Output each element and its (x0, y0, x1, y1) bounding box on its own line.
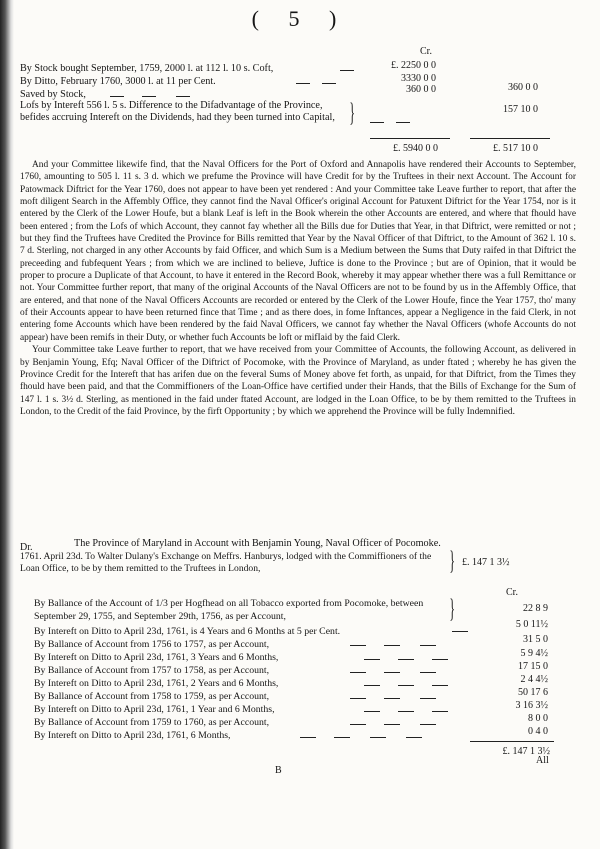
leader (350, 698, 366, 699)
account-entry: 1761. April 23d. To Walter Dulany's Exchange on Meffrs. Hanburys, lodged with the Commiffioners of the Loan Office, to be by them remitted to the Truftees in London, (20, 551, 432, 574)
total-col1: £. 5940 0 0 (393, 143, 438, 154)
leader (384, 698, 400, 699)
page-number: ( 5 ) (251, 6, 349, 31)
brace: } (449, 546, 456, 575)
ballance-row-5: By Ballance of Account from 1759 to 1760, as per Account, (34, 717, 270, 728)
loss-by-interest: Lofs by Intereft 556 l. 5 s. Difference to the Difadvantage of the Province, befides accruing Intereft on the Dividends, had they been turned into Capital, (20, 100, 335, 123)
ballance-row-2-amount: 31 5 0 (523, 634, 548, 645)
interest-row-2: By Intereft on Ditto to April 23d, 1761, 3 Years and 6 Months, (34, 652, 279, 663)
total-rule-1 (370, 138, 450, 139)
cr-label: Cr. (506, 587, 518, 598)
leader (350, 724, 366, 725)
leader (296, 83, 310, 84)
brace: } (449, 594, 456, 623)
brace: } (349, 98, 356, 127)
leader (406, 737, 422, 738)
leader (322, 83, 336, 84)
saved-amount-col2: 360 0 0 (508, 82, 538, 93)
interest-row-1: By Intereft on Ditto to April 23d, 1761, is 4 Years and 6 Months at 5 per Cent. (34, 626, 341, 637)
interest-row-5: By Intereft on Ditto to April 23d, 1761, 6 Months, (34, 730, 231, 741)
leader (398, 711, 414, 712)
stock-entry-1: By Stock bought September, 1759, 2000 l. at 112 l. 10 s. Coft, (20, 63, 274, 74)
leader (334, 737, 350, 738)
leader (398, 685, 414, 686)
ballance-row-3: By Ballance of Account from 1757 to 1758, as per Account, (34, 665, 270, 676)
total-col2: £. 517 10 0 (493, 143, 538, 154)
stock-entry-1-amount: £. 2250 0 0 (391, 60, 436, 71)
ballance-row-1-amount: 22 8 9 (523, 603, 548, 614)
account-total: £. 147 1 3½ (502, 746, 550, 757)
report-text (20, 159, 576, 418)
leader (384, 672, 400, 673)
interest-row-2-amount: 5 9 4½ (520, 648, 548, 659)
leader (370, 122, 384, 123)
leader (420, 645, 436, 646)
leader (420, 698, 436, 699)
leader (398, 659, 414, 660)
leader (420, 672, 436, 673)
ballance-row-3-amount: 17 15 0 (518, 661, 548, 672)
account-entry-amount: £. 147 1 3½ (462, 557, 510, 568)
leader (364, 659, 380, 660)
leader (452, 631, 468, 632)
interest-row-3-amount: 2 4 4½ (520, 674, 548, 685)
paragraph-naval-officers: And your Committee likewife find, that the Naval Officers for the Port of Oxford and Annapolis have rendered their Accounts to September, 1760, amounting to 505 l. 11 s. 3 d. which we prefume the Province will have Credit for by the Truftees in their next Account. The Account for Patowmack Diftrict for the Year 1760, does not appear to have been yet rendered : And your Committee take Leave further to report, that after the moft diligent Search in the Affembly Office, they cannot find the Naval Officer's original Account for Patuxent Diftrict for the Year 1754, nor is it entered by the Clerk of the Lower Houfe, but a blank Leaf is left in the Book wherein the other Accounts are entered, and where that fhould have been entered ; from the Lofs of which Account, they cannot fay whether all the Bills due for Duties that Year, in that Diftrict, were remitted or not ; but they find the Truftees have Credited the Province for Bills remitted that Year by the Naval Officer of that Diftrict, to the Amount of 362 l. 10 s. 7 d. Sterling, not charged in any other Accounts by faid Officer, and which Sum is a Medium between the Sums that Duty raifed in that Diftrict the preceeding and fubfequent Years ; from which we are inclined to believe, Juftice is done to the Province ; but are of Opinion, that it would be proper to procure a Duplicate of that Account, to have it entered in the Record Book, whereby it may appear whether there was a full Remittance or not. Your Committee further report, that many of the original Accounts of the Naval Officers are not to be found by us in the Affembly Office, that are entered, and that none of the Naval Officers Accounts are recorded or entered by the Clerk of the Lower Houfe, fince the Year 1757, tho' many of their Accounts appear to have been returned fince that Time ; and as there does, in fome Inftances, appear a Negligence in the faid Clerk, in not entering fome Accounts which have been rendered by the faid Naval Officers, we cannot fay whether the Naval Officers (whofe Accounts do not appear) have been remifs in their Duty, or whether fuch Accounts be loft or mifIaid by the faid Clerk. (20, 160, 576, 343)
leader (350, 645, 366, 646)
leader (350, 672, 366, 673)
leader (384, 724, 400, 725)
account-total-rule (470, 741, 554, 742)
interest-row-4-amount: 3 16 3½ (515, 700, 548, 711)
cr-header: Cr. (420, 46, 432, 57)
ballance-row-4: By Ballance of Account from 1758 to 1759, as per Account, (34, 691, 270, 702)
leader (176, 96, 190, 97)
leader (340, 70, 354, 71)
account-heading: The Province of Maryland in Account with Benjamin Young, Naval Officer of Pocomoke. (74, 538, 441, 549)
catchword: All (536, 755, 549, 766)
loss-amount: 157 10 0 (503, 104, 538, 115)
saved-by-stock: Saved by Stock, (20, 89, 86, 100)
ballance-row-5-amount: 8 0 0 (528, 713, 548, 724)
leader (396, 122, 410, 123)
leader (370, 737, 386, 738)
leader (364, 685, 380, 686)
stock-entry-2-amount: 3330 0 0 (401, 73, 436, 84)
leader (110, 96, 124, 97)
stock-entry-2: By Ditto, February 1760, 3000 l. at 11 per Cent. (20, 76, 216, 87)
leader (300, 737, 316, 738)
dr-label: Dr. (20, 542, 33, 553)
leader (364, 711, 380, 712)
interest-row-5-amount: 0 4 0 (528, 726, 548, 737)
signature-mark: B (275, 765, 282, 776)
leader (420, 724, 436, 725)
leader (142, 96, 156, 97)
leader (384, 645, 400, 646)
paragraph-pocomoke-account: Your Committee take Leave further to report, that we have received from your Committee of Accounts, the following Account, as delivered in by Benjamin Young, Efq; Naval Officer of the Diftrict of Pocomoke, with the Province of Maryland, as under ftated ; whereby he has given the Province Credit for the Intereft that has arifen due on the feveral Sums of Money above fet forth, as unpaid, for that Diftrict, from the Times they fhould have been paid, and that the Commiffioners of the Loan-Office have certified under their Hands, that the Bills of Exchange for the Sum of 147 l. 1 s. 3½ d. Sterling, as mentioned in the faid under ftated Account, are lodged in the Loan Office, to be by them remitted to the Truftees in London, to the Credit of the faid Province, by the firft Opportunity ; by which we apprehend the Province will be fully Indemnified. (20, 345, 576, 417)
interest-row-1-amount: 5 0 11½ (515, 619, 548, 630)
leader (432, 659, 448, 660)
total-rule-2 (470, 138, 550, 139)
ballance-row-2: By Ballance of Account from 1756 to 1757, as per Account, (34, 639, 270, 650)
ballance-row-1: By Ballance of the Account of 1/3 per Hogfhead on all Tobacco exported from Pocomoke, between September 29, 1755, and September 29th, 1756, as per Account, (34, 598, 424, 622)
interest-row-4: By Intereft on Ditto to April 23d, 1761, 1 Year and 6 Months, (34, 704, 275, 715)
leader (432, 685, 448, 686)
saved-amount-col1: 360 0 0 (406, 84, 436, 95)
ballance-row-4-amount: 50 17 6 (518, 687, 548, 698)
binding-edge (0, 0, 14, 849)
interest-row-3: By Intereft on Ditto to April 23d, 1761, 2 Years and 6 Months, (34, 678, 279, 689)
leader (432, 711, 448, 712)
